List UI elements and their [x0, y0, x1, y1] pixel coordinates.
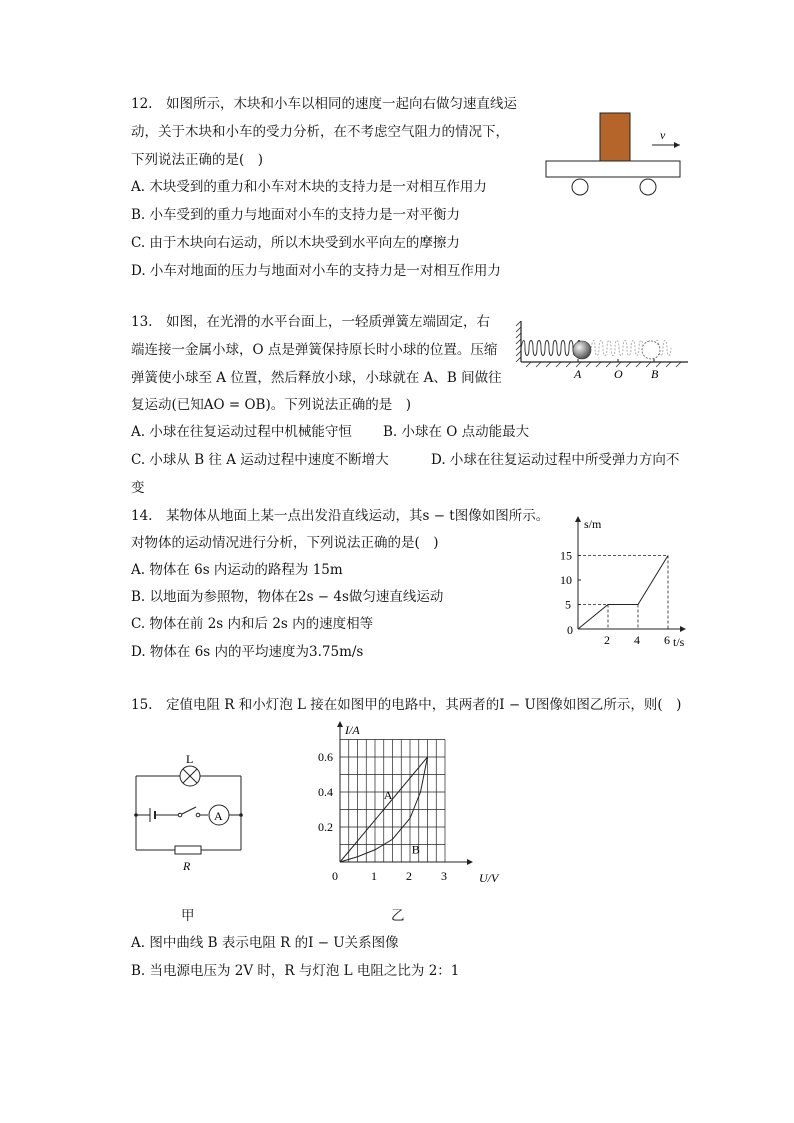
- lamp-label: L: [186, 752, 194, 766]
- q12-option-c: C. 由于木块向右运动，所以木块受到水平向左的摩擦力: [131, 235, 460, 251]
- junction-right: [239, 813, 243, 817]
- q13-spring-figure: [516, 318, 696, 382]
- x-axis-label: t/s: [673, 635, 685, 649]
- wood-block: [600, 113, 630, 161]
- junction-left: [134, 813, 138, 817]
- q14-stem-line2: 对物体的运动情况进行分析，下列说法正确的是( ): [131, 535, 439, 551]
- q14-option-d: D. 物体在 6s 内的平均速度为3.75m/s: [131, 644, 364, 660]
- q14-option-c: C. 物体在前 2s 内和后 2s 内的速度相等: [131, 616, 374, 632]
- q12-option-a: A. 木块受到的重力和小车对木块的支持力是一对相互作用力: [131, 179, 487, 195]
- label-o: O: [614, 367, 623, 381]
- cart-wheel-right: [640, 179, 656, 195]
- y-tick-label: 0.4: [318, 785, 333, 799]
- y-axis-arrow: [575, 516, 581, 522]
- x-tick-label: 4: [634, 633, 640, 647]
- switch-lever: [182, 807, 196, 814]
- x-tick-label: 6: [664, 633, 670, 647]
- q13-stem-line3: 弹簧使小球至 A 位置，然后释放小球，小球就在 A、B 间做往: [131, 370, 502, 386]
- x-tick-label: 2: [604, 633, 610, 647]
- q14-stem-line1: 14. 某物体从地面上某一点出发沿直线运动，其s − t图像如图所示。: [131, 508, 550, 524]
- q15-circuit-figure: [128, 748, 252, 878]
- origin-label: 0: [332, 869, 338, 883]
- q14-st-chart: [556, 512, 696, 652]
- x-axis-arrow: [467, 859, 473, 865]
- q14-option-a: A. 物体在 6s 内运动的路程为 15m: [131, 562, 343, 578]
- q12-option-d: D. 小车对地面的压力与地面对小车的支持力是一对相互作用力: [131, 263, 501, 279]
- curve-a-label: A: [383, 788, 393, 802]
- q12-stem-line3: 下列说法正确的是( ): [131, 152, 264, 168]
- q13-option-c: C. 小球从 B 往 A 运动过程中速度不断增大: [131, 452, 389, 468]
- ghost-ball-b: [642, 341, 660, 359]
- x-axis-arrow: [680, 626, 686, 632]
- y-axis-label: I/A: [345, 723, 360, 737]
- cart-body: [546, 161, 680, 177]
- q13-stem-line1: 13. 如图，在光滑的水平台面上，一轻质弹簧左端固定，右: [131, 314, 490, 330]
- q13-option-b: B. 小球在 O 点动能最大: [383, 424, 530, 440]
- origin-label: 0: [567, 623, 573, 637]
- wall-hatch: [516, 321, 521, 362]
- resistor-label: R: [183, 859, 191, 873]
- resistor-symbol: [175, 846, 201, 854]
- q13-stem-line2: 端连接一金属小球，O 点是弹簧保持原长时小球的位置。压缩: [131, 342, 498, 358]
- q15-stem: 15. 定值电阻 R 和小灯泡 L 接在如图甲的电路中，其两者的I − U图像如图乙所示，则( ): [131, 697, 682, 713]
- q12-stem-line2: 动，关于木块和小车的受力分析，在不考虑空气阻力的情况下，: [131, 124, 509, 140]
- y-tick-label: 5: [565, 597, 571, 612]
- caption-yi: 乙: [391, 908, 405, 924]
- q12-stem-line1: 12. 如图所示，木块和小车以相同的速度一起向右做匀速直线运: [131, 96, 517, 112]
- velocity-arrowhead: [674, 142, 680, 148]
- q13-option-a: A. 小球在往复运动过程中机械能守恒: [131, 424, 352, 440]
- y-tick-label: 10: [560, 573, 572, 587]
- y-tick-label: 0.2: [318, 820, 333, 834]
- q13-option-d-continued: 变: [131, 480, 145, 496]
- label-b: B: [651, 367, 659, 381]
- q15-iu-chart: [318, 719, 510, 891]
- y-tick-label: 0.6: [318, 750, 333, 764]
- cart-wheel-left: [572, 179, 588, 195]
- label-a: A: [574, 367, 582, 381]
- switch-contact-right: [196, 813, 200, 817]
- q15-option-a: A. 图中曲线 B 表示电阻 R 的I − U关系图像: [131, 935, 399, 951]
- metal-ball: [573, 341, 591, 359]
- caption-jia: 甲: [181, 908, 195, 924]
- q13-stem-line4: 复运动(已知AO = OB)。下列说法正确的是 ): [131, 397, 411, 413]
- velocity-label: v: [660, 128, 666, 142]
- x-axis-label: U/V: [479, 871, 499, 885]
- x-tick-label: 1: [371, 869, 377, 883]
- q13-option-d: D. 小球在往复运动过程中所受弹力方向不: [431, 452, 680, 468]
- switch-contact-left: [178, 813, 182, 817]
- y-axis-label: s/m: [584, 517, 602, 531]
- q12-option-b: B. 小车受到的重力与地面对小车的支持力是一对平衡力: [131, 207, 461, 223]
- y-axis-arrow: [337, 721, 343, 727]
- curve-b-label: B: [411, 842, 420, 857]
- x-tick-label: 3: [441, 869, 447, 883]
- x-tick-label: 2: [406, 869, 412, 883]
- q15-option-b: B. 当电源电压为 2V 时，R 与灯泡 L 电阻之比为 2：1: [131, 963, 460, 979]
- y-tick-label: 15: [560, 548, 572, 563]
- st-series-line: [578, 556, 668, 630]
- q14-option-b: B. 以地面为参照物，物体在2s − 4s做匀速直线运动: [131, 589, 444, 605]
- q12-cart-figure: [544, 110, 689, 200]
- ammeter-label: A: [214, 809, 223, 823]
